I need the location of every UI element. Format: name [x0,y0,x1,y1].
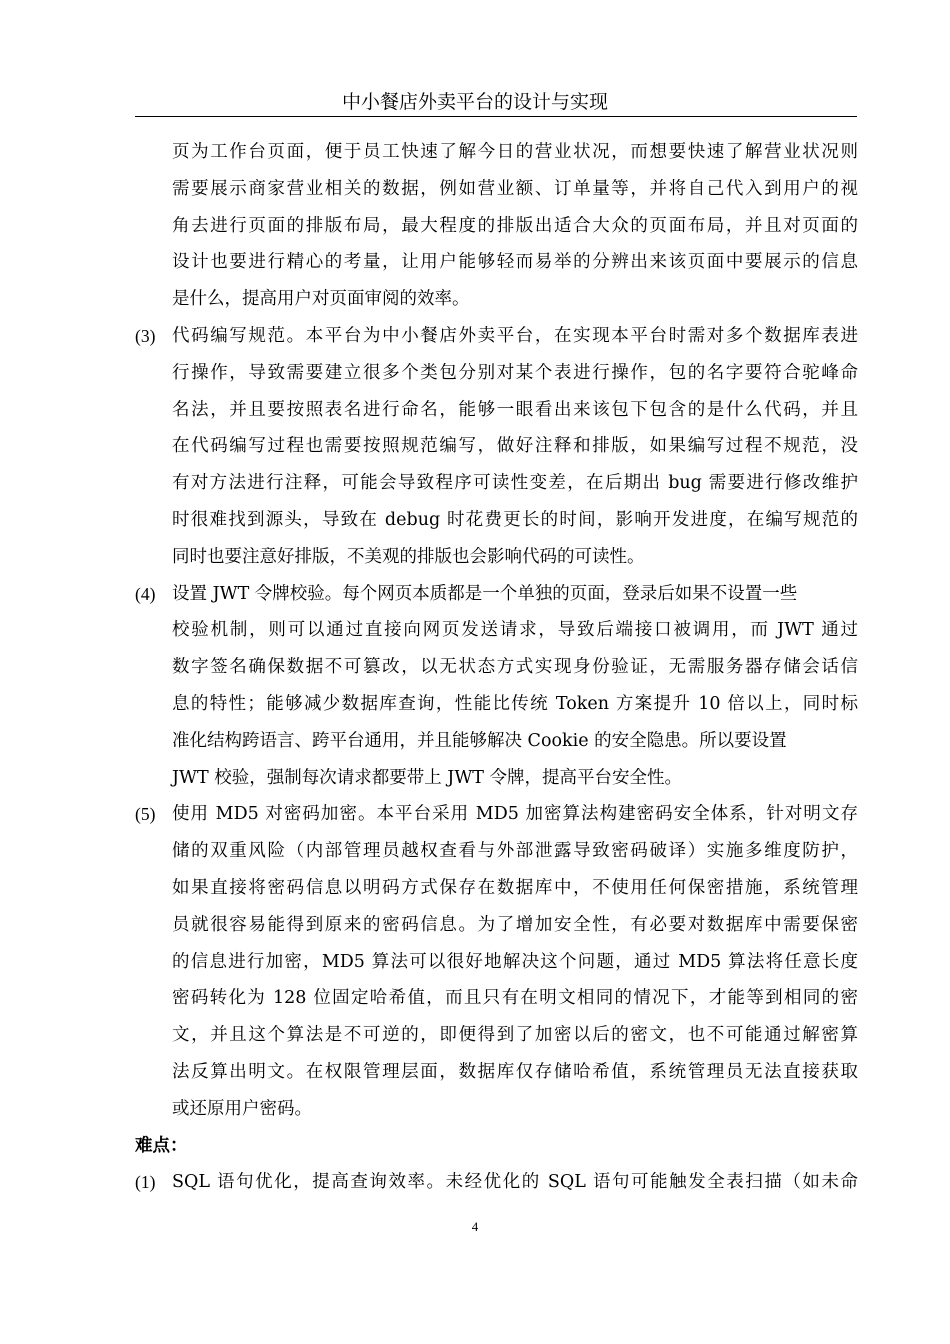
text-line: 员就很容易能得到原来的密码信息。为了增加安全性，有必要对数据库中需要保密 [172,914,858,935]
text-line: 准化结构跨语言、跨平台通用，并且能够解决 Cookie 的安全隐患。所以要设置 [172,730,787,751]
item-number: (4) [135,583,156,604]
text-line: SQL 语句优化，提高查询效率。未经优化的 SQL 语句可能触发全表扫描（如未命 [172,1172,858,1193]
text-line: 行操作，导致需要建立很多个类包分别对某个表进行操作，包的名字要符合驼峰命 [172,362,858,383]
text-line: 如果直接将密码信息以明码方式保存在数据库中，不使用任何保密措施，系统管理 [172,878,858,898]
text-line: 文，并且这个算法是不可逆的，即便得到了加密以后的密文，也不可能通过解密算 [172,1025,858,1046]
running-header: 中小餐店外卖平台的设计与实现 [341,91,608,113]
text-line: 校验机制，则可以通过直接向网页发送请求，导致后端接口被调用，而 JWT 通过 [172,620,858,641]
page-number: 4 [471,1219,479,1234]
item-number: (5) [135,804,156,825]
text-line: 数字签名确保数据不可篡改，以无状态方式实现身份验证，无需服务器存储会话信 [172,657,858,678]
text-line: 时很难找到源头，导致在 debug 时花费更长的时间，影响开发进度，在编写规范的 [172,510,858,530]
item-number: (3) [135,326,156,346]
text-line: 代码编写规范。本平台为中小餐店外卖平台，在实现本平台时需对多个数据库表进 [172,326,858,346]
text-line: 名法，并且要按照表名进行命名，能够一眼看出来该包下包含的是什么代码，并且 [172,399,858,420]
text-line: 在代码编写过程也需要按照规范编写，做好注释和排版，如果编写过程不规范，没 [172,436,858,457]
text-line: 需要展示商家营业相关的数据，例如营业额、订单量等，并将自己代入到用户的视 [172,178,858,199]
item-number: (1) [135,1172,156,1193]
text-line: 设计也要进行精心的考量，让用户能够轻而易举的分辨出来该页面中要展示的信息 [172,252,858,273]
text-line: 页为工作台页面，便于员工快速了解今日的营业状况，而想要快速了解营业状况则 [172,142,858,162]
text-line: 设置 JWT 令牌校验。每个网页本质都是一个单独的页面，登录后如果不设置一些 [172,583,798,604]
text-line: 角去进行页面的排版布局，最大程度的排版出适合大众的页面布局，并且对页面的 [172,215,858,236]
text-line: 有对方法进行注释，可能会导致程序可读性变差，在后期出 bug 需要进行修改维护 [172,473,858,494]
text-line: 储的双重风险（内部管理员越权查看与外部泄露导致密码破译）实施多维度防护， [172,841,858,862]
text-line: 或还原用户密码。 [172,1098,312,1119]
text-line: 同时也要注意好排版，不美观的排版也会影响代码的可读性。 [172,546,645,567]
text-line: 是什么，提高用户对页面审阅的效率。 [172,289,470,310]
text-line: 的信息进行加密，MD5 算法可以很好地解决这个问题，通过 MD5 算法将任意长度 [172,951,858,972]
text-line: JWT 校验，强制每次请求都要带上 JWT 令牌，提高平台安全性。 [172,767,683,788]
text-line: 法反算出明文。在权限管理层面，数据库仅存储哈希值，系统管理员无法直接获取 [172,1062,858,1082]
text-line: 使用 MD5 对密码加密。本平台采用 MD5 加密算法构建密码安全体系，针对明文存 [172,804,858,825]
text-line: 密码转化为 128 位固定哈希值，而且只有在明文相同的情况下，才能等到相同的密 [172,988,858,1009]
text-line: 息的特性；能够减少数据库查询，性能比传统 Token 方案提升 10 倍以上，同时标 [172,694,858,714]
difficulties-heading: 难点： [135,1135,188,1156]
header-rule [135,116,857,117]
